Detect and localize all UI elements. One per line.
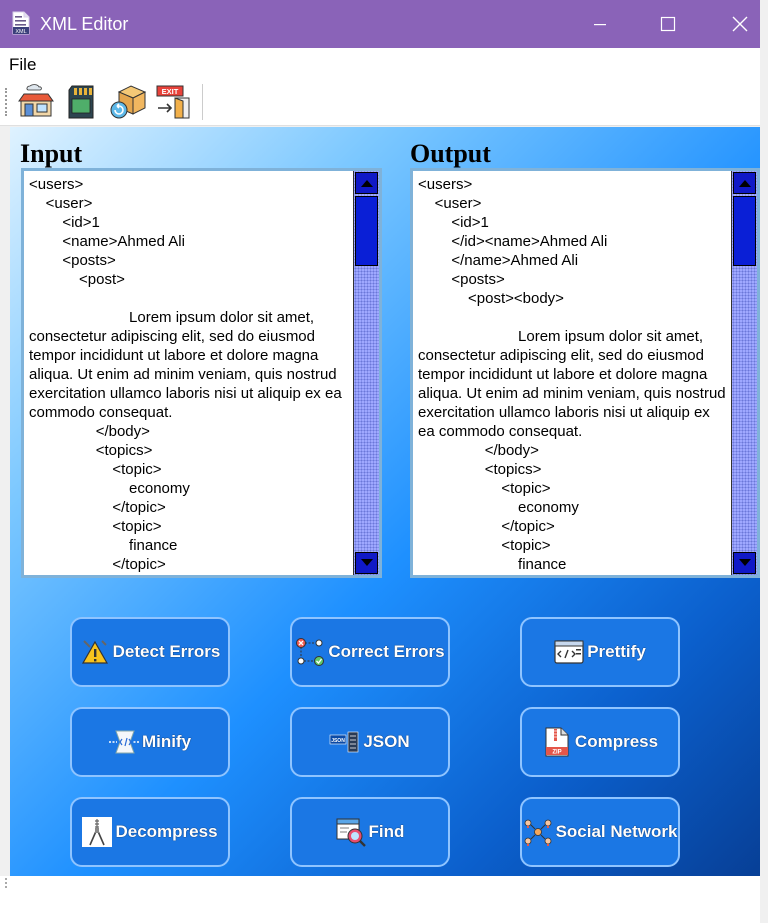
code-window-icon: [554, 637, 584, 667]
input-label: Input: [20, 139, 83, 168]
minimize-icon: [594, 18, 606, 30]
compress-label: Compress: [574, 732, 659, 751]
zip-file-icon: [542, 727, 572, 757]
output-textbox[interactable]: [410, 168, 760, 578]
arrow-down-icon: [739, 559, 751, 567]
window-title: XML Editor: [40, 14, 129, 34]
scroll-down-button[interactable]: [733, 552, 756, 574]
toolbar-grip[interactable]: [5, 88, 8, 116]
maximize-icon: [661, 17, 675, 31]
close-button[interactable]: [712, 0, 768, 48]
detect-errors-label: Detect Errors: [112, 642, 221, 661]
correct-errors-button[interactable]: [290, 617, 450, 687]
undo-box-icon: [109, 84, 147, 120]
save-button[interactable]: [62, 83, 100, 121]
people-network-icon: [523, 817, 553, 847]
compress-button[interactable]: [520, 707, 680, 777]
open-file-button[interactable]: [17, 83, 55, 121]
scroll-thumb[interactable]: [733, 196, 756, 266]
maximize-button[interactable]: [640, 0, 696, 48]
undo-button[interactable]: [109, 83, 147, 121]
title-bar: [0, 0, 760, 48]
arrow-up-icon: [361, 179, 373, 187]
status-grip: [5, 878, 8, 888]
menu-bar: [0, 48, 760, 78]
input-textbox[interactable]: [21, 168, 382, 578]
exit-button[interactable]: [155, 83, 193, 121]
social-network-label: Social Network: [555, 822, 678, 841]
svg-text:JSON: JSON: [331, 738, 346, 744]
output-label: Output: [410, 139, 491, 168]
decompress-label: Decompress: [115, 822, 218, 841]
toolbar: [0, 78, 760, 126]
minify-button[interactable]: [70, 707, 230, 777]
output-scrollbar[interactable]: [731, 171, 757, 575]
save-card-icon: [63, 84, 99, 120]
output-text[interactable]: <users> <user> <id>1 </id><name>Ahmed Ali </name>Ahmed Ali <posts> <post><body> Lorem ipsum dolor sit amet, consectetur adipiscing elit, sed do eiusmod tempor incididunt ut labore et dolore magna aliqua. Ut enim ad minim veniam, quis nostrud exercitation ullamco laboris nisi ut aliquip ex ea commodo consequat. </body> <topics> <topic> economy </topic> <topic> finance: [418, 176, 726, 573]
scroll-up-button[interactable]: [733, 172, 756, 194]
zipper-icon: [82, 817, 112, 847]
scroll-up-button[interactable]: [355, 172, 378, 194]
arrow-up-icon: [739, 179, 751, 187]
arrow-down-icon: [361, 559, 373, 567]
close-icon: [733, 17, 747, 31]
open-file-icon: [18, 84, 54, 120]
editor-panel: [10, 127, 760, 876]
decompress-button[interactable]: [70, 797, 230, 867]
find-label: Find: [368, 822, 405, 841]
prettify-button[interactable]: [520, 617, 680, 687]
warning-tools-icon: [80, 637, 110, 667]
minify-label: Minify: [141, 732, 192, 751]
correct-errors-label: Correct Errors: [328, 642, 445, 661]
find-button[interactable]: [290, 797, 450, 867]
detect-errors-button[interactable]: [70, 617, 230, 687]
scroll-thumb[interactable]: [355, 196, 378, 266]
xml-file-icon: [12, 11, 30, 35]
json-file-icon: [330, 727, 360, 757]
exit-door-icon: [155, 84, 193, 120]
svg-text:ZIP: ZIP: [552, 749, 562, 756]
minimize-button[interactable]: [572, 0, 628, 48]
workflow-check-icon: [295, 637, 325, 667]
input-scrollbar[interactable]: [353, 171, 379, 575]
compress-code-icon: [109, 727, 139, 757]
input-text[interactable]: <users> <user> <id>1 <name>Ahmed Ali <posts> <post> Lorem ipsum dolor sit amet, consectetur adipiscing elit, sed do eiusmod tempor incididunt ut labore et dolore magna aliqua. Ut enim ad minim veniam, quis nostrud exercitation ullamco laboris nisi ut aliquip ex ea commodo consequat. </body> <topics> <topic> economy </topic> <topic> finance </topic>: [29, 176, 342, 573]
search-document-icon: [336, 817, 366, 847]
json-button[interactable]: [290, 707, 450, 777]
svg-text:EXIT: EXIT: [161, 87, 179, 96]
social-network-button[interactable]: [520, 797, 680, 867]
menu-file[interactable]: File: [9, 55, 37, 74]
toolbar-separator: [202, 84, 203, 120]
json-label: JSON: [363, 732, 410, 751]
prettify-label: Prettify: [587, 642, 646, 661]
svg-text:XML: XML: [15, 29, 27, 35]
status-bar: [0, 876, 760, 923]
scroll-down-button[interactable]: [355, 552, 378, 574]
